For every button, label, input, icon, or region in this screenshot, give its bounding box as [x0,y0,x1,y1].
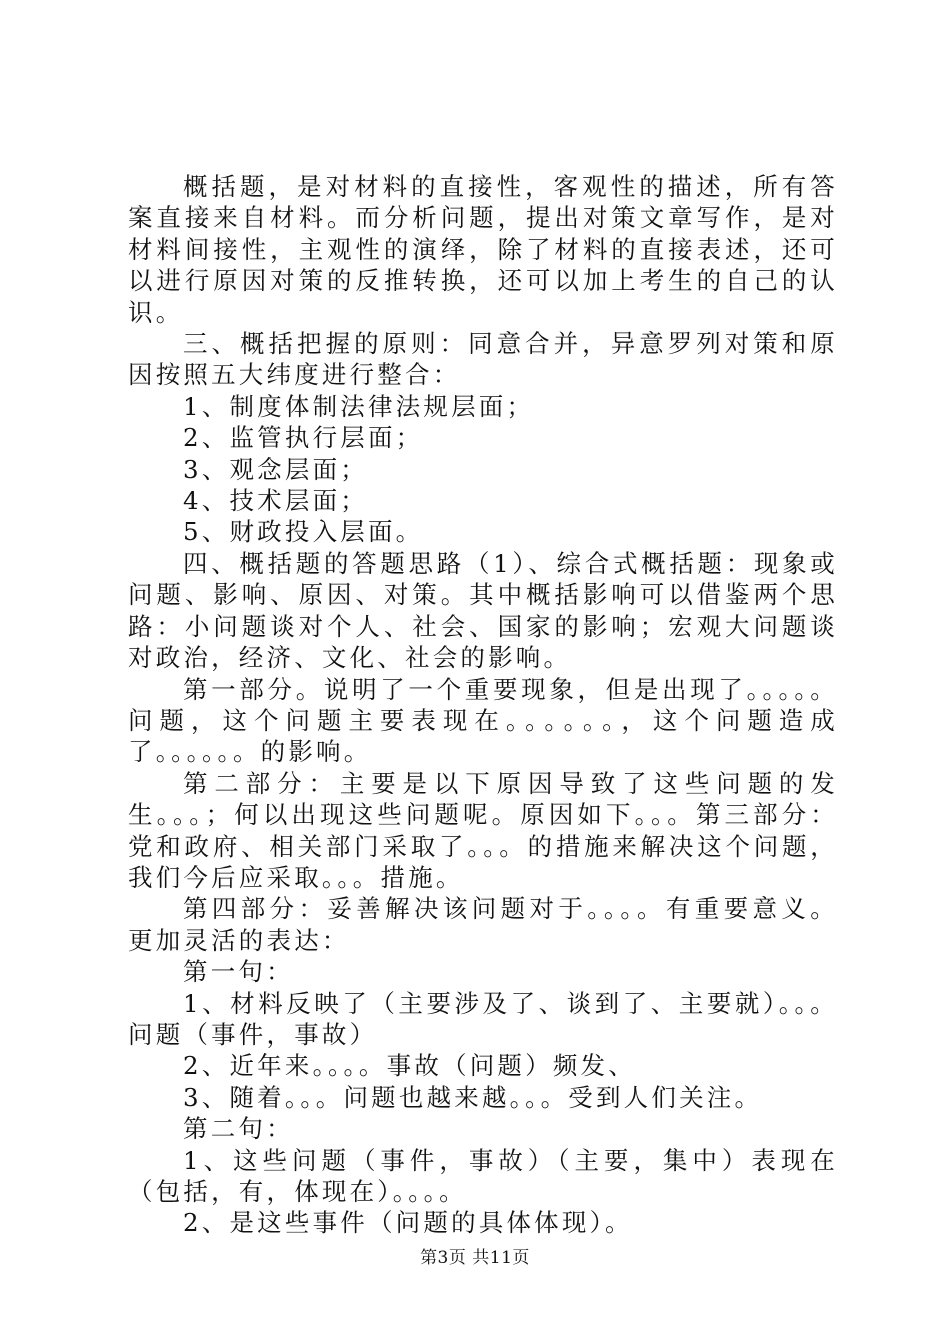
list-item: 5、财政投入层面。 [183,517,424,547]
list-item: 2、近年来。。。。事故（问题）频发、 [183,1051,636,1081]
list-item: 2、是这些事件（问题的具体体现）。 [183,1208,633,1238]
page-number-footer: 第3页 共11页 [420,1248,530,1268]
list-item: 1、这些问题（事件，事故）（主要，集中）表现在（包括，有，体现在）。。。。 [128,1145,838,1206]
list-item: 3、观念层面； [183,454,368,484]
list-item: 1、制度体制法律法规层面； [183,391,535,421]
list-item: 4、技术层面； [183,486,368,516]
section-label: 第一句： [183,957,294,987]
paragraph: 概括题，是对材料的直接性，客观性的描述，所有答案直接来自材料。而分析问题，提出对策文章写作，是对材料间接性，主观性的演绎，除了材料的直接表述，还可以进行原因对策的反推转换，还可以加上考生的自己的认识。 [128,172,838,327]
paragraph: 第二部分：主要是以下原因导致了这些问题的发生。。。；何以出现这些问题呢。原因如下。。。第三部分：党和政府、相关部门采取了。。。的措施来解决这个问题，我们今后应采取。。。措施。 [128,768,838,892]
list-item: 3、随着。。。问题也越来越。。。受到人们关注。 [183,1082,763,1112]
paragraph: 第四部分：妥善解决该问题对于。。。。有重要意义。更加灵活的表达： [128,894,838,955]
list-item: 1、材料反映了（主要涉及了、谈到了、主要就）。。。问题（事件，事故） [128,988,838,1049]
paragraph: 第一部分。说明了一个重要现象，但是出现了。。。。。问题，这个问题主要表现在。。。。。。，这个问题造成了。。。。。。的影响。 [128,674,838,767]
section-label: 第二句： [183,1114,294,1144]
paragraph: 三、概括把握的原则：同意合并，异意罗列对策和原因按照五大纬度进行整合： [128,329,838,390]
paragraph: 四、概括题的答题思路（1）、综合式概括题：现象或问题、影响、原因、对策。其中概括影响可以借鉴两个思路：小问题谈对个人、社会、国家的影响；宏观大问题谈对政治，经济、文化、社会的影响。 [128,548,838,673]
document-body [128,171,838,1239]
list-item: 2、监管执行层面； [183,423,424,453]
